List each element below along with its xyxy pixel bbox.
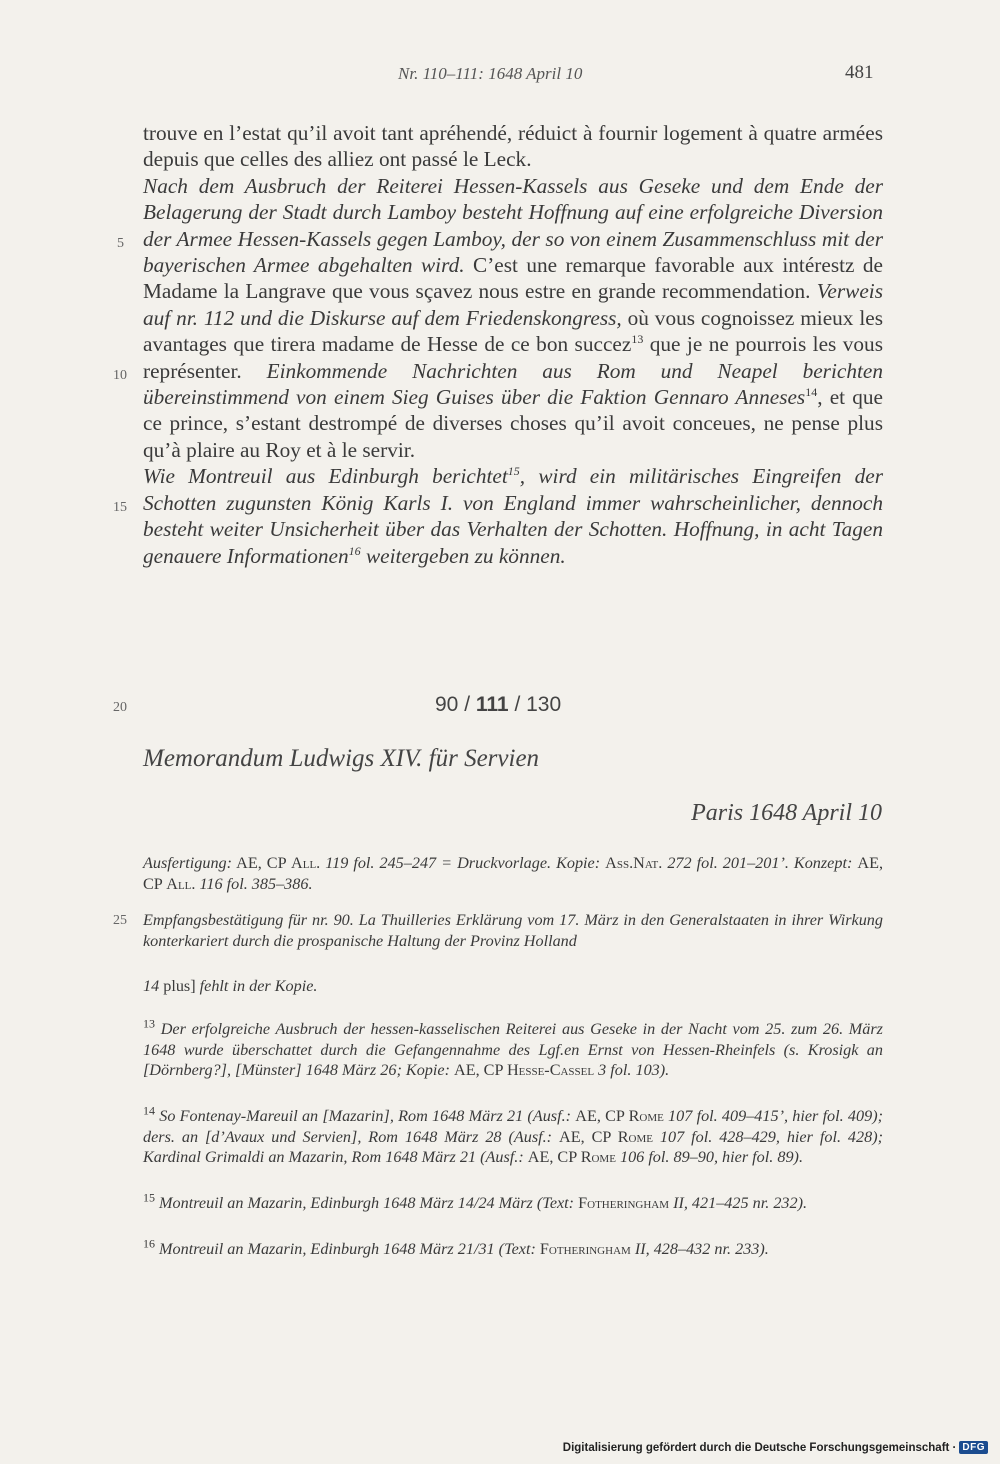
footnote-13: $^{13}$ Der erfolgreiche Ausbruch der hessen-kasselischen Reiterei aus Geseke in der Nacht vom 25. zum 26. März 1648 wurde überschattet durch die Gefangennahme des Lgf.en Ernst von Hessen-Rheinfels (s. Krosigk an [Dörnberg?], [Münster] 1648 März 26; Kopie: AE, CP Hesse-Cassel 3 fol. 103).: [143, 1016, 883, 1079]
footnote-ref-16: 16: [348, 543, 361, 558]
footnote-ref-13: 13: [631, 332, 644, 347]
variant-note: 14 plus] fehlt in der Kopie.: [143, 977, 318, 995]
footnote-ref-14: 14: [805, 384, 818, 399]
line-number-5: 5: [117, 236, 124, 251]
footnote-16: $^{16}$ Montreuil an Mazarin, Edinburgh 1648 März 21/31 (Text: Fotheringham II, 428–432 nr. 233).: [143, 1236, 769, 1258]
footer-text: Digitalisierung gefördert durch die Deutsche Forschungsgemeinschaft ·: [562, 1441, 957, 1454]
dfg-logo-icon: DFG: [959, 1441, 988, 1454]
document-place-date: Paris 1648 April 10: [691, 800, 882, 826]
paragraph-2: Nach dem Ausbruch der Reiterei Hessen-Kassels aus Geseke und dem Ende der Belagerung der Stadt durch Lamboy besteht Hoffnung auf eine erfolgreiche Diversion der Armee Hessen-Kassels gegen Lamboy, der so von einem Zusammenschluss mit der bayerischen Armee abgehalten wird. C’est une remarque favorable aux intérestz de Madame la Langrave que vous sçavez nous estre en grande recommendation. Verweis auf nr. 112 und die Diskurse auf dem Friedenskongress, où vous cognoissez mieux les avantages que tirera madame de Hesse de ce bon succez$^{13}$ que je ne pourrois les vous représenter. Einkommende Nachrichten aus Rom und Neapel berichten übereinstimmend von einem Sieg Guises über die Faktion Gennaro Anneses$^{14}$, et que ce prince, s’estant destrompé de diverses choses qu’il avoit conceues, ne pense plus qu’à plaire au Roy et à le servir.: [143, 173, 884, 462]
footnote-ref-15: 15: [507, 464, 520, 479]
line-number-10: 10: [113, 368, 127, 383]
document-title: Memorandum Ludwigs XIV. für Servien: [143, 745, 540, 772]
line-number-25: 25: [113, 913, 127, 928]
main-text: [143, 120, 883, 569]
document-number: 90 / 111 / 130: [435, 693, 562, 716]
line-number-20: 20: [113, 700, 127, 715]
paragraph-1: trouve en l’estat qu’il avoit tant apréhendé, réduict à fournir logement à quatre armées depuis que celles des alliez ont passé le Leck.: [143, 121, 883, 172]
paragraph-3: Wie Montreuil aus Edinburgh berichtet$^{15}$, wird ein militärisches Eingreifen der Schotten zugunsten König Karls I. von England immer wahrscheinlicher, dennoch besteht weiter Unsicherheit über das Verhalten der Schotten. Hoffnung, in acht Tagen genauere Informationen$^{16}$ weitergeben zu können.: [143, 464, 883, 568]
digitization-footer: [563, 1441, 988, 1454]
footnote-14: $^{14}$ So Fontenay-Mareuil an [Mazarin], Rom 1648 März 21 (Ausf.: AE, CP Rome 107 fol. 409–415’, hier fol. 409); ders. an [d’Avaux und Servien], Rom 1648 März 28 (Ausf.: AE, CP Rome 107 fol. 428–429, hier fol. 428); Kardinal Grimaldi an Mazarin, Rom 1648 März 21 (Ausf.: AE, CP Rome 106 fol. 89–90, hier fol. 89).: [143, 1103, 883, 1166]
footnote-15: $^{15}$ Montreuil an Mazarin, Edinburgh 1648 März 14/24 März (Text: Fotheringham II, 421–425 nr. 232).: [143, 1190, 808, 1212]
line-number-15: 15: [113, 500, 127, 515]
source-note: Ausfertigung: AE, CP All. 119 fol. 245–247 = Druckvorlage. Kopie: Ass.Nat. 272 fol. 201–201’. Konzept: AE, CP All. 116 fol. 385–386.: [143, 854, 883, 893]
running-head: Nr. 110–111: 1648 April 10: [398, 64, 583, 83]
summary-note: Empfangsbestätigung für nr. 90. La Thuilleries Erklärung vom 17. März in den Generalstaaten in ihrer Wirkung konterkariert durch die prospanische Haltung der Provinz Holland: [143, 911, 883, 950]
page-number: 481: [845, 62, 874, 83]
